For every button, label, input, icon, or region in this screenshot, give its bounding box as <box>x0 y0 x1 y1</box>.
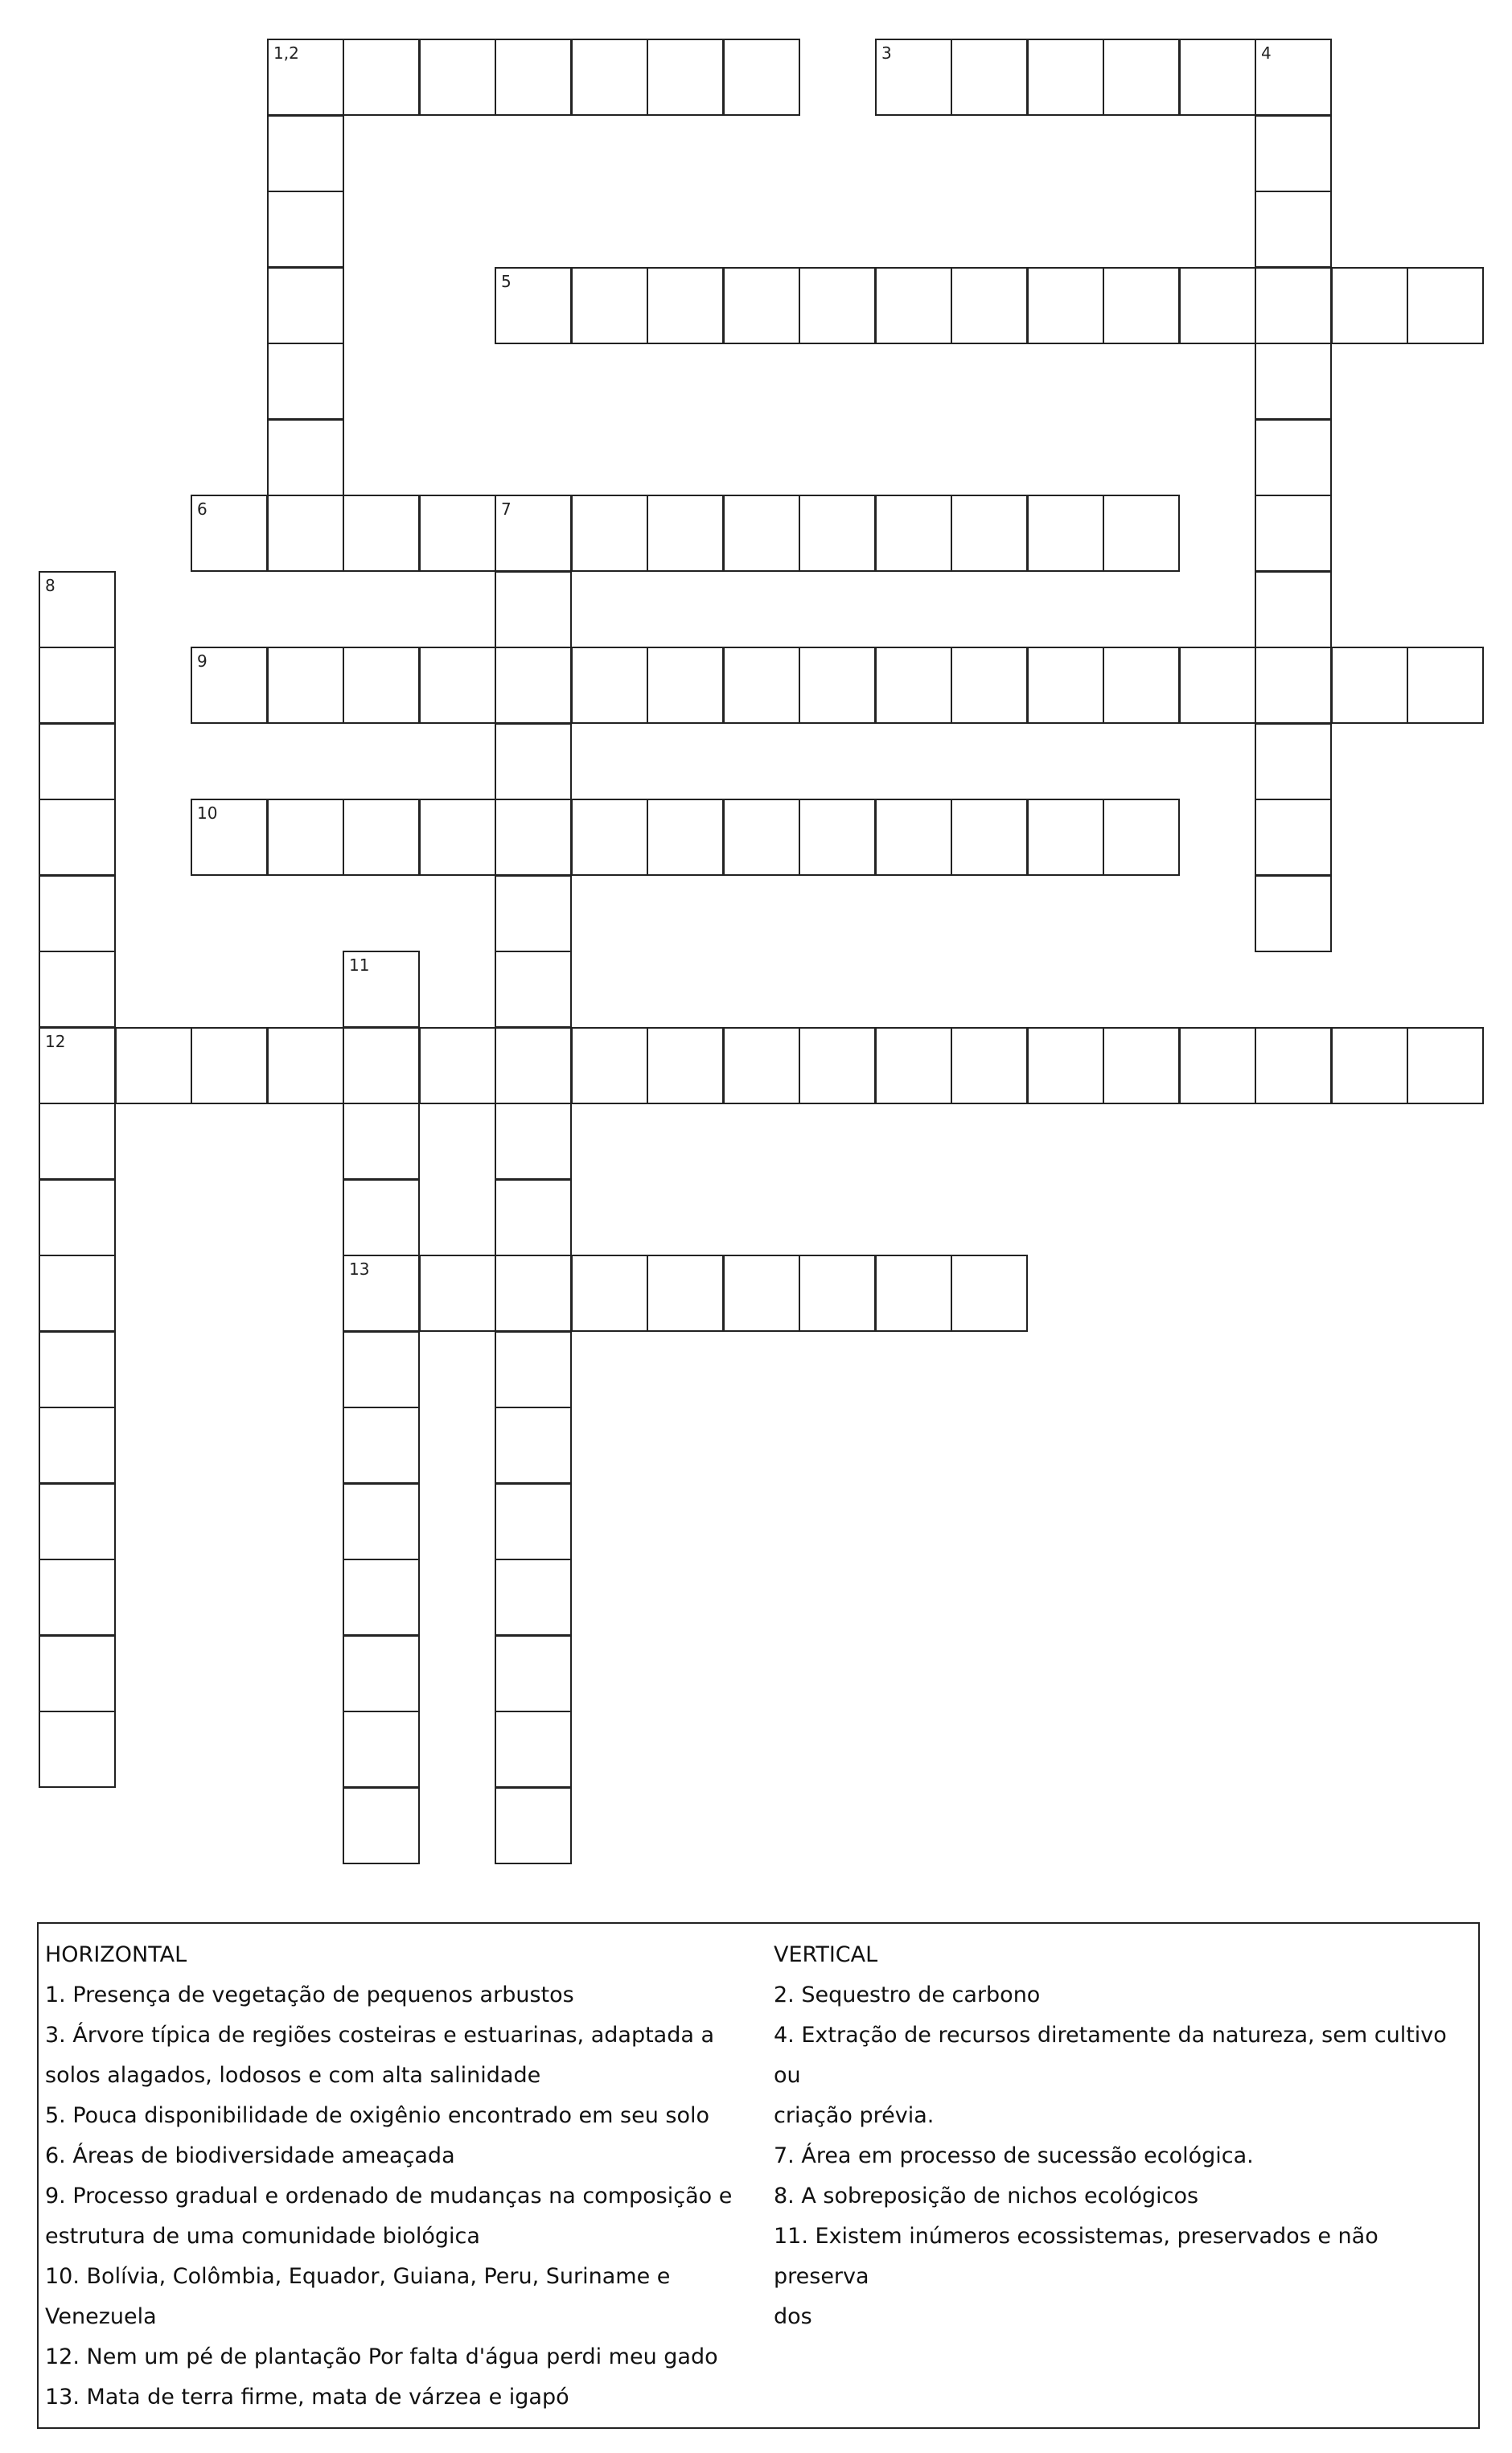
clue-number: 8 <box>45 576 55 595</box>
crossword-cell[interactable] <box>1255 495 1332 572</box>
crossword-cell[interactable] <box>39 723 116 800</box>
crossword-cell[interactable] <box>495 799 572 876</box>
crossword-cell[interactable] <box>39 1559 116 1636</box>
crossword-cell[interactable] <box>1255 799 1332 876</box>
crossword-cell[interactable] <box>647 799 724 876</box>
crossword-cell[interactable] <box>1103 39 1180 116</box>
crossword-cell[interactable] <box>723 1255 800 1332</box>
crossword-cell[interactable] <box>495 1635 572 1712</box>
horizontal-clue-list <box>45 1975 753 2418</box>
crossword-cell[interactable] <box>1027 799 1104 876</box>
crossword-cell[interactable] <box>495 1255 572 1332</box>
crossword-cell[interactable] <box>495 1027 572 1104</box>
crossword-cell[interactable] <box>647 647 724 724</box>
crossword-cell[interactable] <box>571 39 648 116</box>
crossword-cell[interactable] <box>875 39 952 116</box>
clue-line: 3. Árvore típica de regiões costeiras e estuarinas, adaptada a <box>45 2023 715 2048</box>
clue-number: 6 <box>197 499 207 519</box>
crossword-cell[interactable] <box>267 267 344 344</box>
crossword-cell[interactable] <box>343 39 420 116</box>
crossword-cell[interactable] <box>495 39 572 116</box>
crossword-cell[interactable] <box>1179 267 1256 344</box>
clue-line: 13. Mata de terra firme, mata de várzea e igapó <box>45 2385 569 2410</box>
crossword-cell[interactable] <box>1255 39 1332 116</box>
crossword-cell[interactable] <box>39 1331 116 1408</box>
crossword-cell[interactable] <box>1255 267 1332 344</box>
crossword-cell[interactable] <box>39 571 116 648</box>
crossword-cell[interactable] <box>39 799 116 876</box>
crossword-cell[interactable] <box>419 39 496 116</box>
clue-number: 12 <box>45 1032 66 1051</box>
crossword-cell[interactable] <box>267 647 344 724</box>
crossword-cell[interactable] <box>267 419 344 496</box>
crossword-cell[interactable] <box>267 39 344 116</box>
crossword-cell[interactable] <box>951 495 1028 572</box>
crossword-cell[interactable] <box>39 647 116 724</box>
crossword-cell[interactable] <box>39 1407 116 1484</box>
crossword-cell[interactable] <box>267 495 344 572</box>
clue-line: 11. Existem inúmeros ecossistemas, preservados e não preserva <box>774 2224 1378 2289</box>
crossword-cell[interactable] <box>495 1559 572 1636</box>
crossword-cell[interactable] <box>39 1635 116 1712</box>
crossword-cell[interactable] <box>1027 267 1104 344</box>
clue-line: 8. A sobreposição de nichos ecológicos <box>774 2184 1199 2209</box>
clue-number: 4 <box>1261 43 1272 63</box>
crossword-cell[interactable] <box>1027 1027 1104 1104</box>
crossword-cell[interactable] <box>343 1483 420 1560</box>
crossword-cell[interactable] <box>191 495 268 572</box>
crossword-cell[interactable] <box>571 267 648 344</box>
crossword-cell[interactable] <box>267 799 344 876</box>
crossword-cell[interactable] <box>723 267 800 344</box>
crossword-cell[interactable] <box>723 1027 800 1104</box>
crossword-cell[interactable] <box>495 1103 572 1180</box>
crossword-cell[interactable] <box>647 1027 724 1104</box>
crossword-cell[interactable] <box>1103 799 1180 876</box>
crossword-cell[interactable] <box>267 1027 344 1104</box>
crossword-cell[interactable] <box>1027 39 1104 116</box>
crossword-cell[interactable] <box>495 1407 572 1484</box>
clue-line: 7. Área em processo de sucessão ecológica. <box>774 2143 1254 2168</box>
crossword-cell[interactable] <box>875 799 952 876</box>
crossword-cell[interactable] <box>571 1255 648 1332</box>
horizontal-clues <box>45 1935 753 2418</box>
crossword-cell[interactable] <box>191 799 268 876</box>
clue-number: 1,2 <box>273 43 299 63</box>
crossword-cell[interactable] <box>1103 1027 1180 1104</box>
crossword-cell[interactable] <box>799 647 876 724</box>
crossword-cell[interactable] <box>875 1255 952 1332</box>
crossword-cell[interactable] <box>419 1255 496 1332</box>
crossword-cell[interactable] <box>1179 647 1256 724</box>
crossword-cell[interactable] <box>343 1407 420 1484</box>
crossword-cell[interactable] <box>1331 647 1408 724</box>
crossword-cell[interactable] <box>571 799 648 876</box>
crossword-cell[interactable] <box>191 647 268 724</box>
crossword-cell[interactable] <box>343 951 420 1028</box>
clues-box <box>37 1922 1480 2429</box>
crossword-cell[interactable] <box>875 495 952 572</box>
clue-line: 10. Bolívia, Colômbia, Equador, Guiana, Peru, Suriname e <box>45 2264 671 2289</box>
crossword-cell[interactable] <box>495 875 572 952</box>
clue-number: 13 <box>349 1259 370 1279</box>
crossword-cell[interactable] <box>495 951 572 1028</box>
crossword-cell[interactable] <box>723 799 800 876</box>
clue-number: 10 <box>197 803 218 823</box>
crossword-cell[interactable] <box>343 1787 420 1864</box>
crossword-cell[interactable] <box>1103 267 1180 344</box>
clue-line: 2. Sequestro de carbono <box>774 1983 1041 2007</box>
crossword-cell[interactable] <box>799 1027 876 1104</box>
crossword-cell[interactable] <box>951 267 1028 344</box>
crossword-cell[interactable] <box>1103 495 1180 572</box>
crossword-cell[interactable] <box>495 1331 572 1408</box>
crossword-cell[interactable] <box>39 1483 116 1560</box>
clue-number: 3 <box>881 43 892 63</box>
crossword-cell[interactable] <box>495 571 572 648</box>
crossword-cell[interactable] <box>343 1331 420 1408</box>
crossword-cell[interactable] <box>39 1103 116 1180</box>
crossword-cell[interactable] <box>495 1787 572 1864</box>
crossword-cell[interactable] <box>419 799 496 876</box>
crossword-cell[interactable] <box>343 1179 420 1256</box>
crossword-cell[interactable] <box>951 647 1028 724</box>
crossword-cell[interactable] <box>495 647 572 724</box>
crossword-cell[interactable] <box>495 495 572 572</box>
crossword-cell[interactable] <box>39 1179 116 1256</box>
clue-line: 6. Áreas de biodiversidade ameaçada <box>45 2143 455 2168</box>
crossword-cell[interactable] <box>875 647 952 724</box>
crossword-cell[interactable] <box>495 1711 572 1788</box>
clue-number: 7 <box>501 499 512 519</box>
clue-line: Venezuela <box>45 2304 157 2329</box>
crossword-cell[interactable] <box>647 39 724 116</box>
crossword-cell[interactable] <box>39 1027 116 1104</box>
crossword-cell[interactable] <box>799 799 876 876</box>
crossword-cell[interactable] <box>951 1027 1028 1104</box>
crossword-cell[interactable] <box>343 1103 420 1180</box>
crossword-cell[interactable] <box>419 647 496 724</box>
crossword-cell[interactable] <box>1027 495 1104 572</box>
crossword-cell[interactable] <box>1255 1027 1332 1104</box>
crossword-cell[interactable] <box>343 1027 420 1104</box>
clue-number: 5 <box>501 272 512 291</box>
crossword-cell[interactable] <box>343 647 420 724</box>
crossword-cell[interactable] <box>343 1559 420 1636</box>
crossword-cell[interactable] <box>1255 419 1332 496</box>
crossword-cell[interactable] <box>647 267 724 344</box>
crossword-cell[interactable] <box>1407 1027 1484 1104</box>
crossword-cell[interactable] <box>723 647 800 724</box>
crossword-cell[interactable] <box>267 191 344 268</box>
crossword-cell[interactable] <box>191 1027 268 1104</box>
crossword-cell[interactable] <box>1027 647 1104 724</box>
crossword-cell[interactable] <box>1179 1027 1256 1104</box>
crossword-cell[interactable] <box>1331 267 1408 344</box>
crossword-cell[interactable] <box>267 343 344 420</box>
vertical-heading: VERTICAL <box>774 1942 878 1967</box>
clue-line: 12. Nem um pé de plantação Por falta d'água perdi meu gado <box>45 2344 718 2369</box>
crossword-cell[interactable] <box>1103 647 1180 724</box>
vertical-clue-list <box>774 1975 1470 2337</box>
crossword-cell[interactable] <box>1255 723 1332 800</box>
crossword-cell[interactable] <box>343 799 420 876</box>
crossword-cell[interactable] <box>1255 343 1332 420</box>
crossword-cell[interactable] <box>343 1255 420 1332</box>
crossword-cell[interactable] <box>723 495 800 572</box>
crossword-cell[interactable] <box>419 1027 496 1104</box>
crossword-cell[interactable] <box>571 1027 648 1104</box>
clue-line: criação prévia. <box>774 2103 935 2128</box>
clue-number: 9 <box>197 651 207 671</box>
crossword-cell[interactable] <box>951 1255 1028 1332</box>
crossword-cell[interactable] <box>343 1635 420 1712</box>
crossword-cell[interactable] <box>495 267 572 344</box>
clue-line: 5. Pouca disponibilidade de oxigênio encontrado em seu solo <box>45 2103 710 2128</box>
crossword-cell[interactable] <box>1407 267 1484 344</box>
crossword-cell[interactable] <box>495 723 572 800</box>
crossword-cell[interactable] <box>1255 647 1332 724</box>
crossword-cell[interactable] <box>799 267 876 344</box>
crossword-cell[interactable] <box>875 1027 952 1104</box>
crossword-cell[interactable] <box>343 495 420 572</box>
clue-line: solos alagados, lodosos e com alta salinidade <box>45 2063 541 2088</box>
crossword-cell[interactable] <box>799 495 876 572</box>
crossword-cell[interactable] <box>343 1711 420 1788</box>
crossword-cell[interactable] <box>799 1255 876 1332</box>
crossword-cell[interactable] <box>723 39 800 116</box>
crossword-cell[interactable] <box>419 495 496 572</box>
crossword-cell[interactable] <box>1331 1027 1408 1104</box>
clue-line: 4. Extração de recursos diretamente da natureza, sem cultivo ou <box>774 2023 1447 2088</box>
crossword-cell[interactable] <box>115 1027 192 1104</box>
clue-line: 9. Processo gradual e ordenado de mudanças na composição e <box>45 2184 733 2209</box>
crossword-cell[interactable] <box>951 799 1028 876</box>
crossword-cell[interactable] <box>1255 571 1332 648</box>
crossword-cell[interactable] <box>39 875 116 952</box>
crossword-cell[interactable] <box>1255 115 1332 192</box>
crossword-cell[interactable] <box>571 495 648 572</box>
clue-line: dos <box>774 2304 812 2329</box>
crossword-cell[interactable] <box>495 1179 572 1256</box>
vertical-clues <box>774 1935 1470 2337</box>
clue-line: 1. Presença de vegetação de pequenos arbustos <box>45 1983 574 2007</box>
crossword-cell[interactable] <box>39 951 116 1028</box>
crossword-cell[interactable] <box>39 1255 116 1332</box>
crossword-cell[interactable] <box>1255 875 1332 952</box>
horizontal-heading: HORIZONTAL <box>45 1942 187 1967</box>
crossword-cell[interactable] <box>267 115 344 192</box>
crossword-cell[interactable] <box>1179 39 1256 116</box>
crossword-cell[interactable] <box>1255 191 1332 268</box>
crossword-cell[interactable] <box>647 495 724 572</box>
crossword-cell[interactable] <box>1407 647 1484 724</box>
crossword-cell[interactable] <box>39 1711 116 1788</box>
crossword-cell[interactable] <box>951 39 1028 116</box>
clue-line: estrutura de uma comunidade biológica <box>45 2224 480 2249</box>
crossword-cell[interactable] <box>571 647 648 724</box>
clue-number: 11 <box>349 955 370 975</box>
crossword-cell[interactable] <box>875 267 952 344</box>
crossword-cell[interactable] <box>647 1255 724 1332</box>
crossword-cell[interactable] <box>495 1483 572 1560</box>
